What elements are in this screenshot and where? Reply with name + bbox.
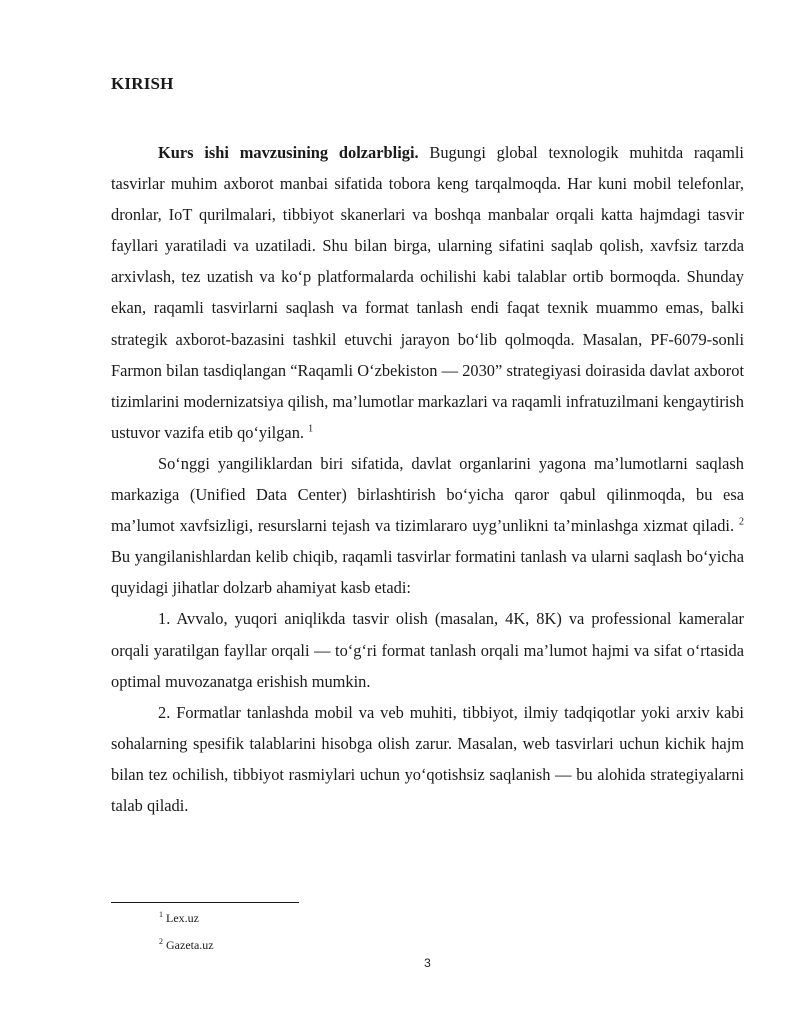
- paragraph-text: Bugungi global texnologik muhitda raqamli tasvirlar muhim axborot manbai sifatida tobora keng tarqalmoqda. Har kuni mobil telefonlar, dronlar, IoT qurilmalari, tibbiyot skanerlari va boshqa manbalar orqali katta hajmdagi tasvir fayllari yaratiladi va uzatiladi. Shu bilan birga, ularning sifatini saqlab qolish, xavfsiz tarzda arxivlash, tez uzatish va ko‘p platformalarda ochilishi kabi talablar ortib bormoqda. Shunday ekan, raqamli tasvirlarni saqlash va format tanlash endi faqat texnik muammo emas, balki strategik axborot-bazasini tashkil etuvchi jarayon bo‘lib qolmoqda. Masalan, PF-6079-sonli Farmon bilan tasdiqlangan “Raqamli O‘zbekiston — 2030” strategiyasi doirasida davlat axborot tizimlarini modernizatsiya qilish, ma’lumotlar markazlari va raqamli infratuzilmani kengaytirish ustuvor vazifa etib qo‘yilgan.: [111, 143, 744, 442]
- paragraph-point-2: 2. Formatlar tanlashda mobil va veb muhiti, tibbiyot, ilmiy tadqiqotlar yoki arxiv kabi sohalarning spesifik talablarini hisobga olish zarur. Masalan, web tasvirlari uchun kichik hajm bilan tez ochilish, tibbiyot rasmiylari uchun yo‘qotishsiz saqlanish — bu alohida strategiyalarni talab qiladi.: [111, 702, 744, 815]
- footnote-reference-1[interactable]: 1: [308, 423, 314, 435]
- paragraph-point-1: 1. Avvalo, yuqori aniqlikda tasvir olish (masalan, 4K, 8K) va professional kameralar orqali yaratilgan fayllar orqali — to‘g‘ri format tanlash orqali ma’lumot hajmi va sifat o‘rtasida optimal muvozanatga erishish mumkin.: [111, 609, 744, 691]
- paragraph-relevance: [111, 137, 744, 448]
- paragraph-text: Bu yangilanishlardan kelib chiqib, raqamli tasvirlar formatini tanlash va ularni saqlash bo‘yicha quyidagi jihatlar dolzarb ahamiyat kasb etadi:: [111, 547, 744, 598]
- footnote-separator: [111, 902, 299, 903]
- footnote-number: 2: [159, 937, 163, 946]
- page-number: 3: [424, 956, 431, 970]
- footnote-text: Gazeta.uz: [166, 938, 214, 952]
- paragraph-text: So‘nggi yangiliklardan biri sifatida, davlat organlarini yagona ma’lumotlarni saqlash markaziga (Unified Data Center) birlashtirish bo‘yicha qaror qabul qilinmoqda, bu esa ma’lumot xavfsizligi, resurslarni tejash va tizimlararo uyg’unlikni ta’minlashga xizmat qiladi.: [111, 453, 744, 536]
- footnote-reference-2[interactable]: 2: [738, 516, 744, 528]
- body-text: [111, 137, 744, 821]
- paragraph-news: [111, 448, 744, 603]
- footnote-text: Lex.uz: [166, 911, 199, 925]
- paragraph-lead: Kurs ishi mavzusining dolzarbligi.: [158, 143, 419, 162]
- footnote-number: 1: [159, 910, 163, 919]
- footnote-2: [159, 938, 214, 952]
- footnote-1: [159, 911, 199, 925]
- section-heading: KIRISH: [111, 74, 174, 93]
